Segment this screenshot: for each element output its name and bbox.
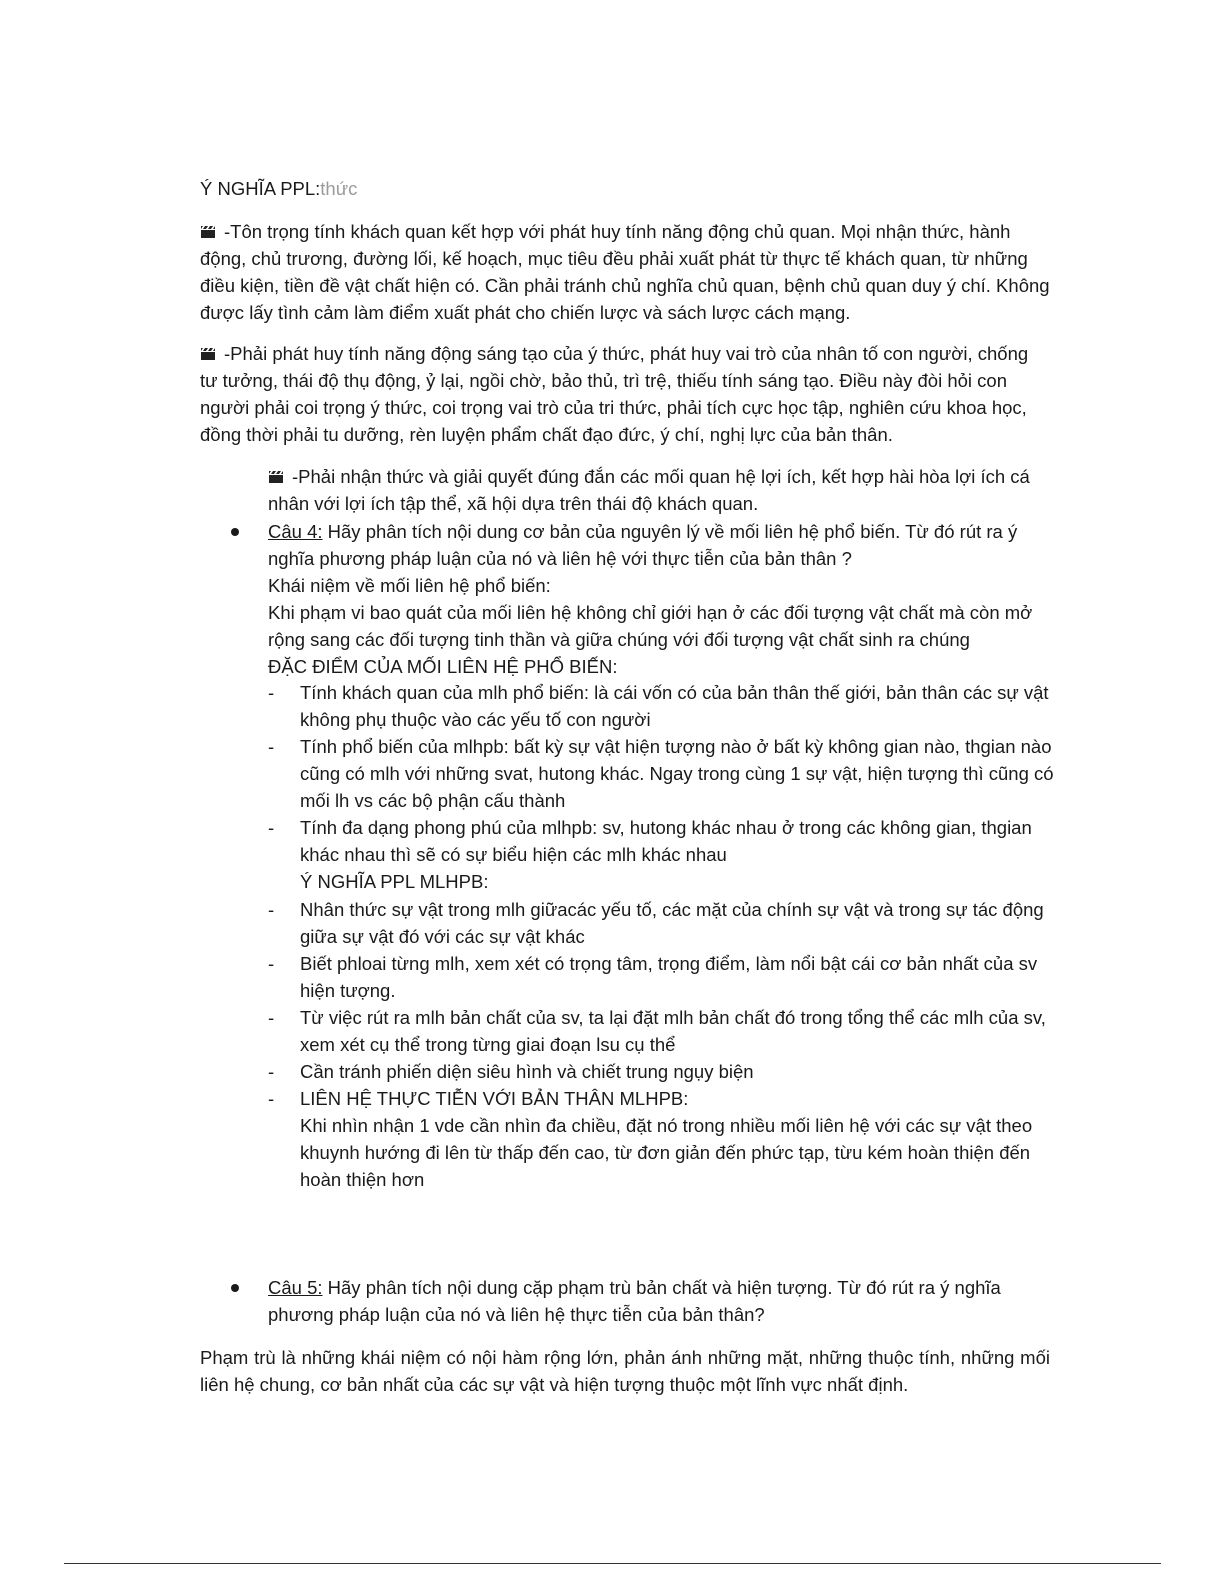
list-item (268, 1058, 1058, 1085)
list-item (268, 1085, 1058, 1112)
list-item (268, 814, 1058, 868)
concept-text: Khi phạm vi bao quát của mối liên hệ không chỉ giới hạn ở các đối tượng vật chất mà còn mở rộng sang các đối tượng tinh thần và giữa chúng với đối tượng vật chất sinh ra chúng (268, 602, 1033, 650)
clapperboard-icon (200, 225, 216, 239)
heading-label: Ý NGHĨA PPL: (200, 178, 321, 199)
question-5-label: Câu 5: (268, 1277, 323, 1298)
dash-marker: - (268, 1007, 275, 1028)
list-item-text: Tính đa dạng phong phú của mlhpb: sv, hutong khác nhau ở trong các không gian, thgian khác nhau thì sẽ có sự biểu hiện các mlh khác nhau (300, 817, 1032, 865)
list-item-text: Nhân thức sự vật trong mlh giữacác yếu tố, các mặt của chính sự vật và trong sự tác động giữa sự vật đó với các sự vật khác (300, 899, 1044, 947)
question-4-text: Hãy phân tích nội dung cơ bản của nguyên lý về mối liên hệ phổ biến. Từ đó rút ra ý nghĩa phương pháp luận của nó và liên hệ với thực tiễn của bản thân ? (268, 521, 1018, 569)
category-definition-paragraph: Phạm trù là những khái niệm có nội hàm rộng lớn, phản ánh những mặt, những thuộc tính, những mối liên hệ chung, cơ bản nhất của các sự vật và hiện tượng thuộc một lĩnh vực nhất định. (200, 1347, 1050, 1395)
list-item (268, 679, 1058, 733)
list-item (268, 950, 1058, 1004)
paragraph-interests (268, 463, 1053, 517)
clapperboard-icon (200, 347, 216, 361)
list-item-text: Biết phloai từng mlh, xem xét có trọng tâm, trọng điểm, làm nổi bật cái cơ bản nhất của sv hiện tượng. (300, 953, 1038, 1001)
features-list (268, 679, 1058, 895)
paragraph-objectivity (200, 218, 1050, 326)
list-item-text: Tính phổ biến của mlhpb: bất kỳ sự vật hiện tượng nào ở bất kỳ không gian nào, thgian nào cũng có mlh với những svat, hutong khác. Ngay trong cùng 1 sự vật, hiện tượng thì cũng có mối lh vs các bộ phận cấu thành (300, 736, 1054, 811)
features-title: ĐẶC ĐIỂM CỦA MỐI LIÊN HỆ PHỔ BIẾN: (268, 656, 618, 677)
paragraph-creativity (200, 340, 1050, 448)
dash-marker: - (268, 817, 275, 838)
question-4 (268, 518, 1058, 680)
list-item-text: Từ việc rút ra mlh bản chất của sv, ta lại đặt mlh bản chất đó trong tổng thể các mlh của sv, xem xét cụ thể trong từng giai đoạn lsu cụ thể (300, 1007, 1046, 1055)
heading-faint-text: thức (320, 178, 358, 199)
list-item (268, 896, 1058, 950)
list-item (268, 733, 1058, 814)
list-item-text: Cần tránh phiến diện siêu hình và chiết trung ngụy biện (300, 1061, 754, 1082)
paragraph-text: -Phải nhận thức và giải quyết đúng đắn các mối quan hệ lợi ích, kết hợp hài hòa lợi ích cá nhân với lợi ích tập thể, xã hội dựa trên thái độ khách quan. (268, 466, 1030, 514)
dash-marker: - (268, 1061, 275, 1082)
meanings-list (268, 896, 1058, 1193)
dash-marker: - (268, 736, 275, 757)
list-item-text: LIÊN HỆ THỰC TIỄN VỚI BẢN THÂN MLHPB: (300, 1088, 689, 1109)
section-heading (200, 175, 1050, 202)
question-4-label: Câu 4: (268, 521, 323, 542)
list-item (268, 1004, 1058, 1058)
dash-marker: - (268, 1088, 275, 1109)
list-item-text: Tính khách quan của mlh phổ biến: là cái vốn có của bản thân thế giới, bản thân các sự vật không phụ thuộc vào các yếu tố con người (300, 682, 1049, 730)
dash-marker: - (268, 953, 275, 974)
concept-title: Khái niệm về mối liên hệ phổ biến: (268, 575, 551, 596)
question-5-text: Hãy phân tích nội dung cặp phạm trù bản chất và hiện tượng. Từ đó rút ra ý nghĩa phương pháp luận của nó và liên hệ thực tiễn của bản thân? (268, 1277, 1001, 1325)
question-5 (268, 1274, 1058, 1328)
bullet-icon (231, 528, 239, 536)
meaning-title: Ý NGHĨA PPL MLHPB: (300, 871, 489, 892)
bullet-icon (231, 1284, 239, 1292)
page-bottom-divider (64, 1563, 1161, 1564)
dash-marker: - (268, 682, 275, 703)
clapperboard-icon (268, 470, 284, 484)
paragraph-text: -Tôn trọng tính khách quan kết hợp với phát huy tính năng động chủ quan. Mọi nhận thức, hành động, chủ trương, đường lối, kế hoạch, mục tiêu đều phải xuất phát từ thực tế khách quan, từ những điều kiện, tiền đề vật chất hiện có. Cần phải tránh chủ nghĩa chủ quan, bệnh chủ quan duy ý chí. Không được lấy tình cảm làm điểm xuất phát cho chiến lược và sách lược cách mạng. (200, 221, 1050, 323)
paragraph-text: -Phải phát huy tính năng động sáng tạo của ý thức, phát huy vai trò của nhân tố con người, chống tư tưởng, thái độ thụ động, ỷ lại, ngồi chờ, bảo thủ, trì trệ, thiếu tính sáng tạo. Điều này đòi hỏi con người phải coi trọng ý thức, coi trọng vai trò của tri thức, phải tích cực học tập, nghiên cứu khoa học, đồng thời phải tu dưỡng, rèn luyện phẩm chất đạo đức, ý chí, nghị lực của bản thân. (200, 343, 1029, 445)
practice-text: Khi nhìn nhận 1 vde cần nhìn đa chiều, đặt nó trong nhiều mối liên hệ với các sự vật theo khuynh hướng đi lên từ thấp đến cao, từ đơn giản đến phức tạp, từu kém hoàn thiện đến hoàn thiện hơn (300, 1115, 1033, 1190)
dash-marker: - (268, 899, 275, 920)
